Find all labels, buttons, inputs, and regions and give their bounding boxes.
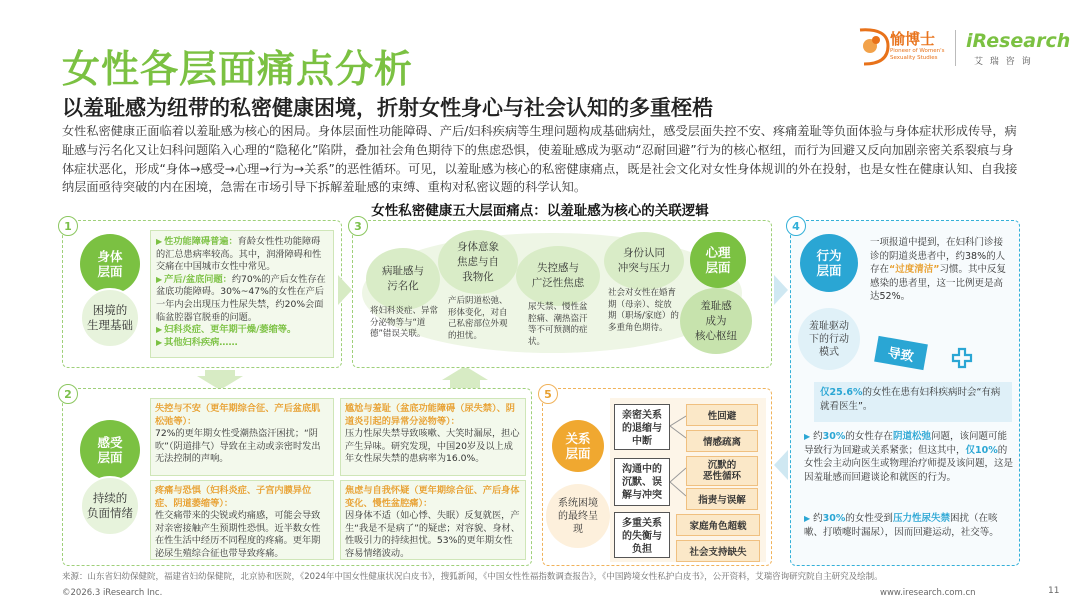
- body-item-1: ▶ 性功能障碍普遍：育龄女性性功能障碍的汇总患病率较高。其中，润滑障碍和性交痛在中国城市女性中常见。: [156, 236, 322, 273]
- tag-sexual-avoidance: 性回避: [686, 404, 758, 426]
- tag-family-overload: 家庭角色超载: [676, 514, 760, 536]
- brand2-cn: 艾 瑞 咨 询: [974, 57, 1033, 67]
- body-image-circle: 身体意象 焦虑与自 我物化: [438, 230, 518, 294]
- brand-logo-iresearch: [962, 28, 1071, 68]
- behavior-text-3: ▶ 约30%的女性存在阴道松弛问题，该问题可能导致行为回避或关系紧张；但这其中，仅10%的女性会主动向医生或物理治疗师提及该问题，这是因羞耻感而回避谈论和就医的行为。: [804, 431, 1014, 483]
- stigma-text: 将妇科炎症、异常分泌物等与“道德”错误关联。: [370, 306, 439, 339]
- relationship-level-circle: 关系 层面: [552, 420, 604, 472]
- body-item-3: ▶ 妇科炎症、更年期干燥/萎缩等。: [156, 324, 297, 336]
- feeling-block-2: 尴尬与羞耻（盆底功能障碍（尿失禁）、阴道炎引起的异常分泌物等）： 压力性尿失禁导致咳嗽、大笑时漏尿，担心产生异味。研究发现，中国20岁及以上成年女性尿失禁的患病率为16.0%。: [340, 398, 526, 476]
- leads-to-badge: 导致: [874, 336, 928, 370]
- anxiety-text: 尿失禁、慢性盆腔痛、潮热盗汗等不可预测的症状。: [528, 302, 588, 347]
- arrow-left-icon: [774, 450, 788, 480]
- feeling-block-3: 疼痛与恐惧（妇科炎症、子宫内膜异位症、阴道萎缩等）： 性交痛带来的尖锐或灼痛感，可能会导致对亲密接触产生预期性恐惧。近半数女性在性生活中经历不同程度的疼痛。更年期泌尿生殖综合征也带导致疼痛。: [150, 480, 334, 560]
- brand-logo-yuboshi: [854, 24, 949, 68]
- arrow-up-icon: [440, 366, 490, 388]
- brand1-tagline: Pioneer of Women's Sexuality Studies: [890, 48, 945, 61]
- behavior-level-circle: 行为 层面: [800, 234, 858, 292]
- body-level-sub-circle: 困境的 生理基础: [80, 288, 140, 348]
- arrow-right-icon: [338, 275, 352, 305]
- multi-relation-box: 多重关系 的失衡与 负担: [614, 512, 670, 558]
- page-subtitle: 以羞耻感为纽带的私密健康困境，折射女性身心与社会认知的多重桎梏: [62, 96, 713, 120]
- behavior-text-1: 一项报道中提到，在妇科门诊接诊的阴道炎患者中，约38%的人存在“过度清洁”习惯。其中反复感染的患者里，这一比例更是高达52%。: [870, 237, 1007, 302]
- medical-cross-icon: [950, 346, 974, 370]
- panel-number-3: 3: [348, 216, 368, 236]
- body-item-4: ▶ 其他妇科疾病……: [156, 336, 238, 348]
- anxiety-circle: 失控感与 广泛性焦虑: [516, 246, 600, 306]
- arrow-down-icon: [195, 370, 245, 390]
- identity-circle: 身份认同 冲突与压力: [604, 232, 684, 290]
- behavior-text-2: 仅25.6%的女性在患有妇科疾病时会“有病就看医生”。: [814, 382, 1012, 422]
- feeling-block-1: 失控与不安（更年期综合征、产后盆底肌松弛等）： 72%的更年期女性受潮热盗汗困扰；“阴吹”（阴道排气）导致在主动或亲密时发出无法控制的声响。: [150, 398, 334, 476]
- behavior-level-sub-circle: 羞耻驱动 下的行动 模式: [798, 308, 860, 370]
- panel-number-2: 2: [58, 384, 78, 404]
- behavior-text-4: ▶ 约30%的女性受到压力性尿失禁困扰（在咳嗽、打喷嚏时漏尿），因而回避运动，社交等。: [804, 513, 999, 538]
- brand1-name: 愉博士: [890, 30, 936, 48]
- body-image-text: 产后阴道松弛、形体变化，对自己私密部位外观的担忧。: [448, 296, 508, 341]
- site-url: www.iresearch.com.cn: [880, 588, 976, 598]
- intimacy-withdrawal-box: 亲密关系 的退缩与 中断: [614, 404, 670, 450]
- tag-blame-misunderstanding: 指责与误解: [686, 488, 758, 510]
- brand2-name: iResearch: [966, 30, 1071, 52]
- source-note: 来源：山东省妇幼保健院，福建省妇幼保健院，北京协和医院，《2024年中国女性健康状况白皮书》，搜狐新闻，《中国女性性福指数调查报告》，《中国跨境女性私护白皮书》，公开资料，艾瑞咨询研究院自主研究及绘制。: [62, 572, 883, 582]
- tag-social-support-lack: 社会支持缺失: [676, 540, 760, 562]
- feeling-block-4: 焦虑与自我怀疑（更年期综合征、产后身体变化、慢性盆腔痛）： 因身体不适（如心悸、失眠）反复就医，产生“我是不是病了”的疑虑；对容貌、身材、性吸引力的持续担忧。53%的更年期女性容易情绪波动。: [340, 480, 526, 560]
- relationship-connectors: [670, 404, 686, 558]
- arrow-right-icon: [774, 275, 788, 305]
- body-level-circle: 身体 层面: [80, 234, 140, 294]
- shame-core-circle: 羞耻感 成为 核心枢纽: [680, 288, 752, 354]
- flower-logo-icon: [854, 24, 894, 68]
- intro-paragraph: 女性私密健康正面临着以羞耻感为核心的困局。身体层面性功能障碍、产后/妇科疾病等生理问题构成基础病灶，感受层面失控不安、疼痛羞耻等负面体验与身体症状形成传导，病耻感与污名化又让妇科问题陷入心理的“隐秘化”陷阱，叠加社会角色期待下的焦虑恐惧，使羞耻感成为驱动“忍耐回避”行为的核心枢纽，而行为回避又反向加剧亲密关系裂痕与身体症状恶化，形成“身体→感受→心理→行为→关系”的恶性循环。可见，以羞耻感为核心的私密健康痛点，既是社会文化对女性身体规训的外在投射，也是女性在健康认知、自我接纳层面亟待突破的内在困境，急需在市场引导下拆解羞耻感的束缚、重构对私密议题的科学认知。: [62, 124, 1018, 195]
- panel-number-1: 1: [58, 216, 78, 236]
- communication-box: 沟通中的 沉默、误 解与冲突: [614, 458, 670, 506]
- copyright: ©2026.3 iResearch Inc.: [62, 588, 163, 598]
- page-title: 女性各层面痛点分析: [62, 47, 414, 91]
- logo-divider: [955, 30, 956, 66]
- tag-silent-cycle: 沉默的 恶性循环: [686, 456, 758, 486]
- page-number: 11: [1048, 586, 1060, 596]
- panel-number-5: 5: [538, 384, 558, 404]
- feeling-level-circle: 感受 层面: [80, 420, 140, 480]
- tag-emotional-distance: 情感疏离: [686, 430, 758, 452]
- identity-text: 社会对女性在婚育期（母亲）、绽放期（职场/家庭）的多重角色期待。: [608, 288, 679, 333]
- stigma-circle: 病耻感与 污名化: [366, 248, 440, 310]
- feeling-level-sub-circle: 持续的 负面情绪: [80, 476, 140, 536]
- relationship-level-sub-circle: 系统困境 的最终呈 现: [546, 484, 610, 548]
- mind-level-circle: 心理 层面: [690, 232, 746, 288]
- chart-title: 女性私密健康五大层面痛点：以羞耻感为核心的关联逻辑: [371, 203, 709, 219]
- panel-number-4: 4: [786, 216, 806, 236]
- body-item-2: ▶ 产后/盆底问题：约70%的产后女性存在盆底功能障碍。30%~47%的女性在产后一年内会出现压力性尿失禁，约20%会面临盆腔器官脱垂的问题。: [156, 273, 326, 323]
- body-level-list: [150, 230, 334, 358]
